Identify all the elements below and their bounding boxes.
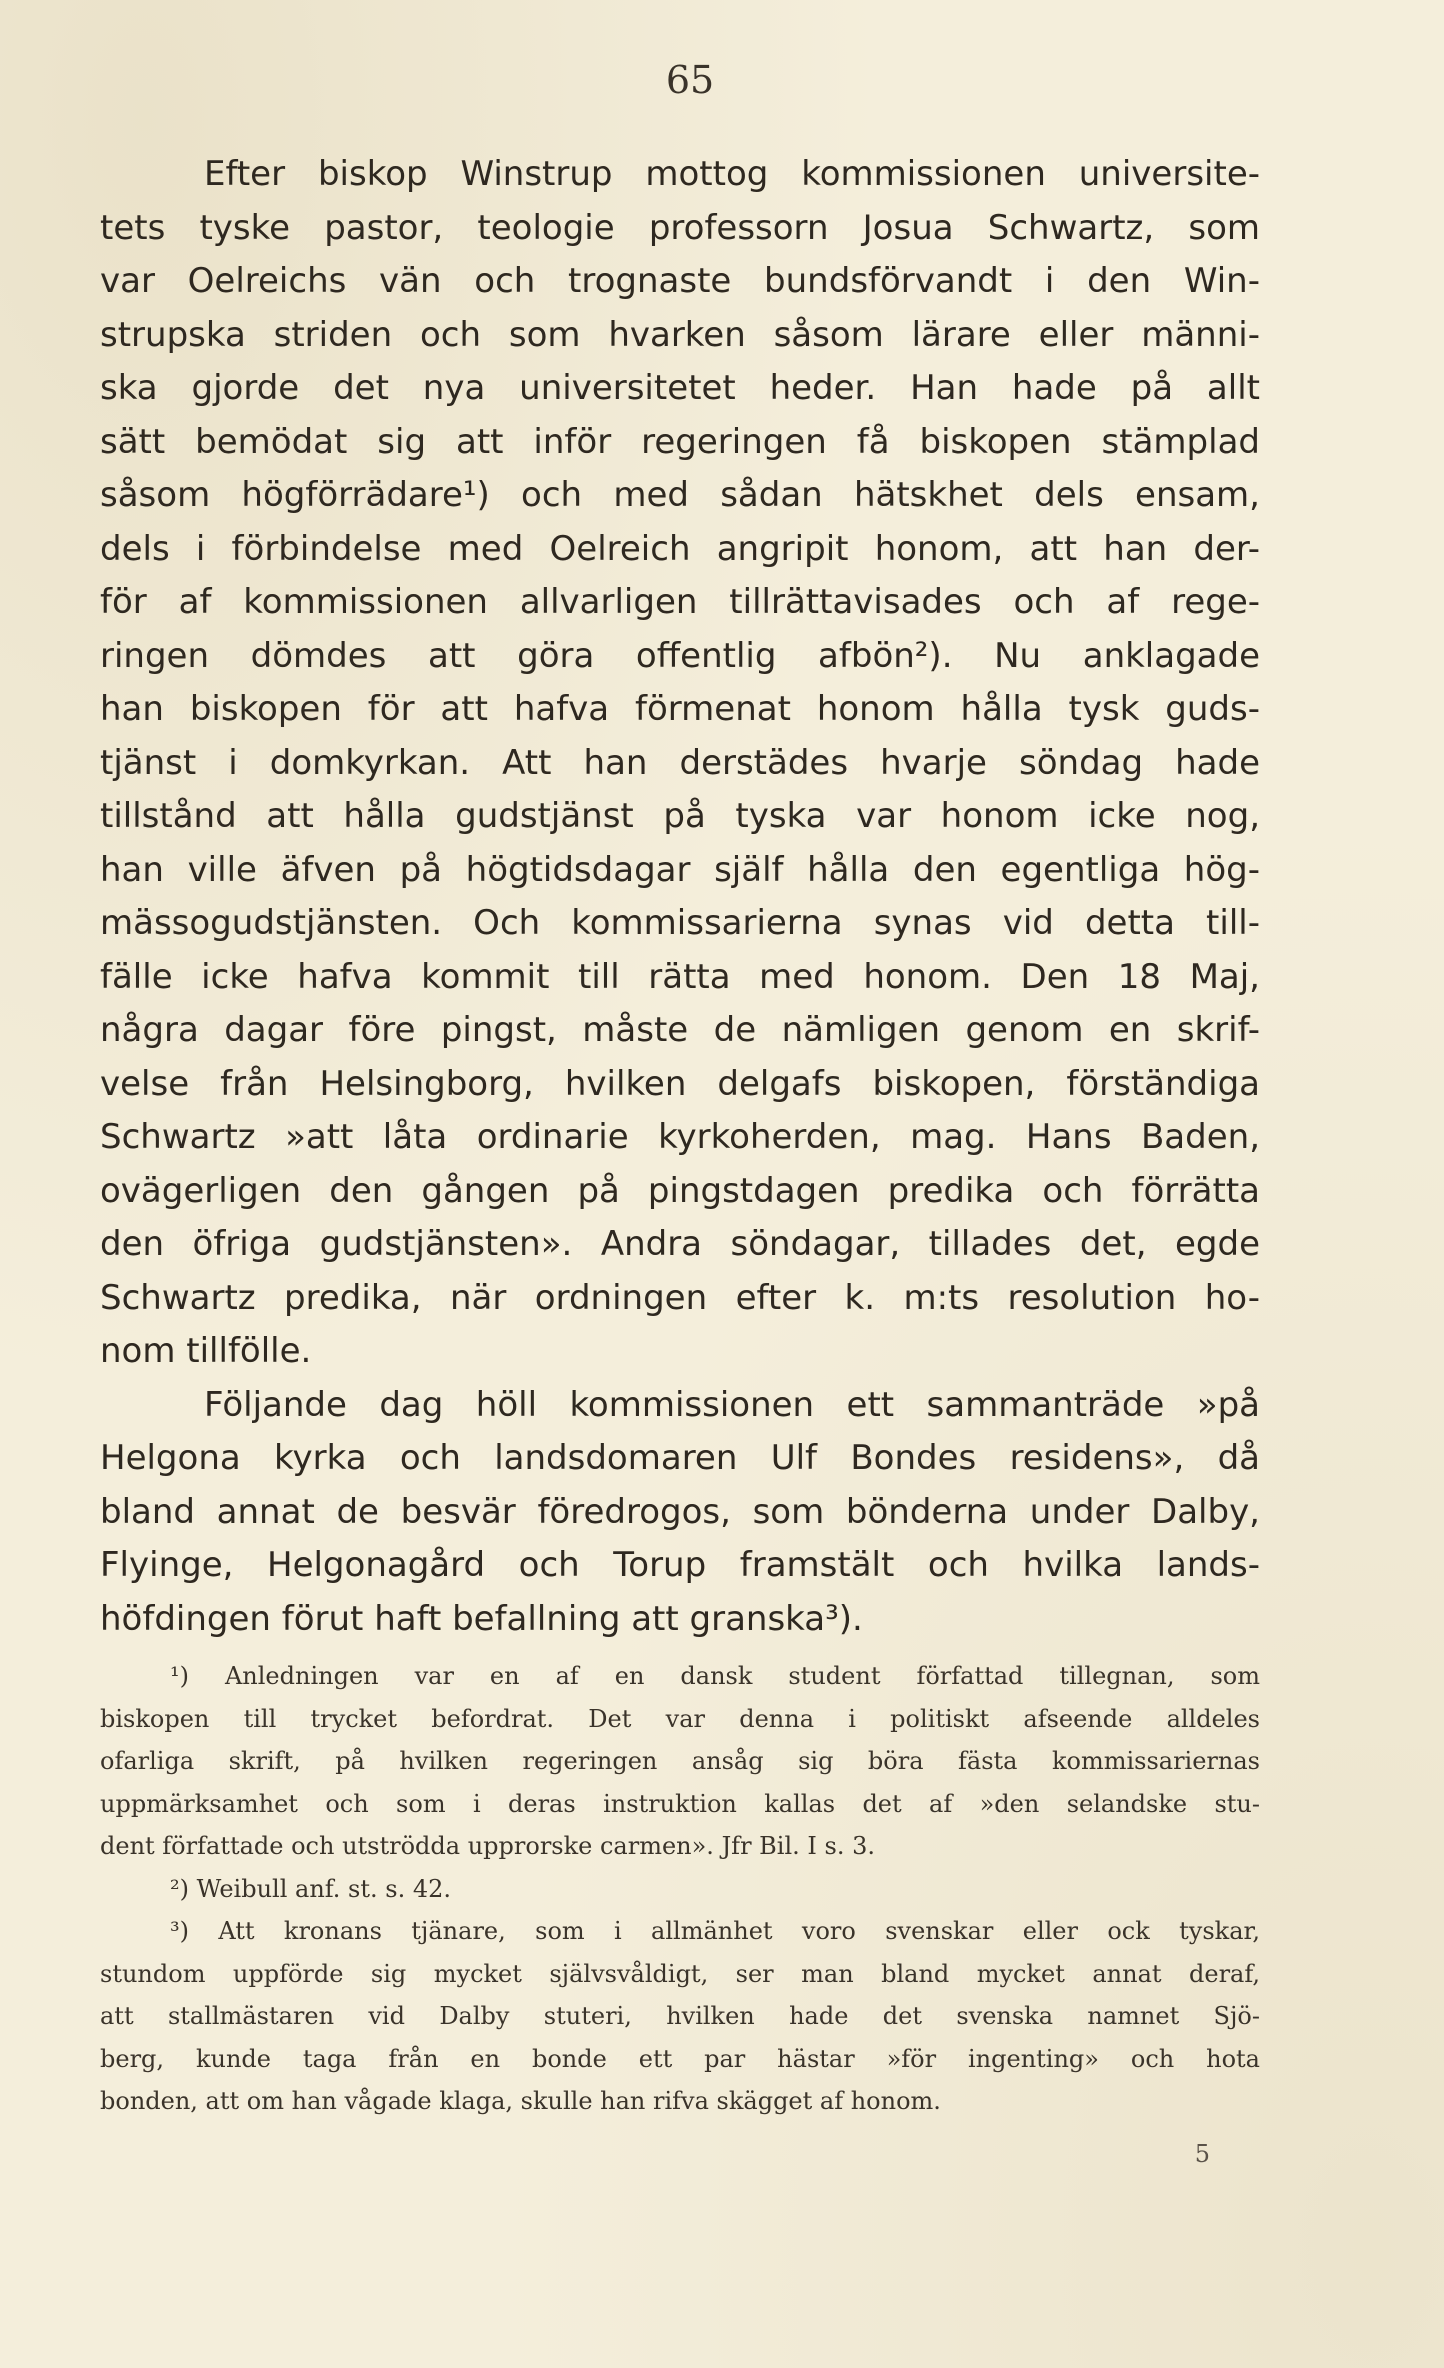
text-line: nom tillfölle. bbox=[100, 1331, 312, 1371]
text-line: Schwartz predika, när ordningen efter k. m:ts resolution ho- bbox=[100, 1277, 1260, 1318]
footnote-line: ²) Weibull anf. st. s. 42. bbox=[170, 1874, 452, 1903]
text-line: Flyinge, Helgonagård och Torup framstält och hvilka lands- bbox=[100, 1545, 1260, 1585]
footnote-line: bonden, att om han vågade klaga, skulle han rifva skägget af honom. bbox=[100, 2087, 941, 2115]
text-line: för af kommissionen allvarligen tillrättavisades och af rege- bbox=[100, 582, 1260, 622]
text-line: tjänst i domkyrkan. Att han derstädes hvarje söndag hade bbox=[100, 742, 1260, 783]
text-line: tets tyske pastor, teologie professorn Josua Schwartz, som bbox=[100, 207, 1260, 248]
footnote-line: att stallmästaren vid Dalby stuteri, hvilken hade det svenska namnet Sjö- bbox=[100, 2002, 1260, 2030]
footnote-line: dent författade och utströdda upprorske carmen». Jfr Bil. I s. 3. bbox=[100, 1832, 875, 1860]
text-line: han biskopen för att hafva förmenat honom hålla tysk guds- bbox=[100, 689, 1260, 729]
footnotes bbox=[100, 1655, 1260, 2123]
text-line: såsom högförrädare¹) och med sådan hätskhet dels ensam, bbox=[100, 475, 1260, 515]
text-line: Schwartz »att låta ordinarie kyrkoherden, mag. Hans Baden, bbox=[100, 1117, 1260, 1157]
text-line: ringen dömdes att göra offentlig afbön²). Nu anklagade bbox=[100, 635, 1260, 676]
text-line: några dagar före pingst, måste de nämligen genom en skrif- bbox=[100, 1010, 1260, 1050]
text-line: höfdingen förut haft befallning att granska³). bbox=[100, 1598, 863, 1639]
text-line: Helgona kyrka och landsdomaren Ulf Bondes residens», då bbox=[100, 1438, 1260, 1478]
footnote-line: ofarliga skrift, på hvilken regeringen ansåg sig böra fästa kommissariernas bbox=[100, 1747, 1260, 1775]
text-line: ska gjorde det nya universitetet heder. Han hade på allt bbox=[100, 368, 1260, 408]
text-line: den öfriga gudstjänsten». Andra söndagar, tillades det, egde bbox=[100, 1224, 1260, 1264]
text-line: ovägerligen den gången på pingstdagen predika och förrätta bbox=[100, 1170, 1260, 1211]
footnote-line: berg, kunde taga från en bonde ett par hästar »för ingenting» och hota bbox=[100, 2044, 1260, 2073]
text-line: dels i förbindelse med Oelreich angripit honom, att han der- bbox=[100, 528, 1260, 569]
footnote-line: ³) Att kronans tjänare, som i allmänhet voro svenskar eller ock tyskar, bbox=[170, 1917, 1260, 1945]
text-line: Följande dag höll kommissionen ett sammanträde »på bbox=[204, 1384, 1260, 1425]
text-line: tillstånd att hålla gudstjänst på tyska var honom icke nog, bbox=[100, 796, 1260, 836]
page-number: 65 bbox=[665, 58, 715, 102]
text-line: han ville äfven på högtidsdagar själf hålla den egentliga hög- bbox=[100, 849, 1260, 890]
text-line: var Oelreichs vän och trognaste bundsförvandt i den Win- bbox=[100, 261, 1260, 301]
text-line: fälle icke hafva kommit till rätta med honom. Den 18 Maj, bbox=[100, 956, 1260, 997]
footnote-line: biskopen till trycket befordrat. Det var denna i politiskt afseende alldeles bbox=[100, 1704, 1260, 1733]
text-line: sätt bemödat sig att inför regeringen få biskopen stämplad bbox=[100, 421, 1260, 462]
text-line: velse från Helsingborg, hvilken delgafs biskopen, förständiga bbox=[100, 1063, 1260, 1104]
footnote-line: uppmärksamhet och som i deras instruktion kallas det af »den selandske stu- bbox=[100, 1789, 1260, 1818]
text-line: bland annat de besvär föredrogos, som bönderna under Dalby, bbox=[100, 1491, 1260, 1532]
footnote-line: ¹) Anledningen var en af en dansk student författad tillegnan, som bbox=[170, 1662, 1260, 1690]
text-line: mässogudstjänsten. Och kommissarierna synas vid detta till- bbox=[100, 903, 1260, 943]
footnote-line: stundom uppförde sig mycket självsvåldigt, ser man bland mycket annat deraf, bbox=[100, 1959, 1260, 1988]
signature-mark: 5 bbox=[1194, 2140, 1210, 2168]
main-text bbox=[100, 148, 1260, 1646]
text-line: strupska striden och som hvarken såsom lärare eller männi- bbox=[100, 314, 1260, 355]
text-line: Efter biskop Winstrup mottog kommissionen universite- bbox=[204, 154, 1260, 194]
